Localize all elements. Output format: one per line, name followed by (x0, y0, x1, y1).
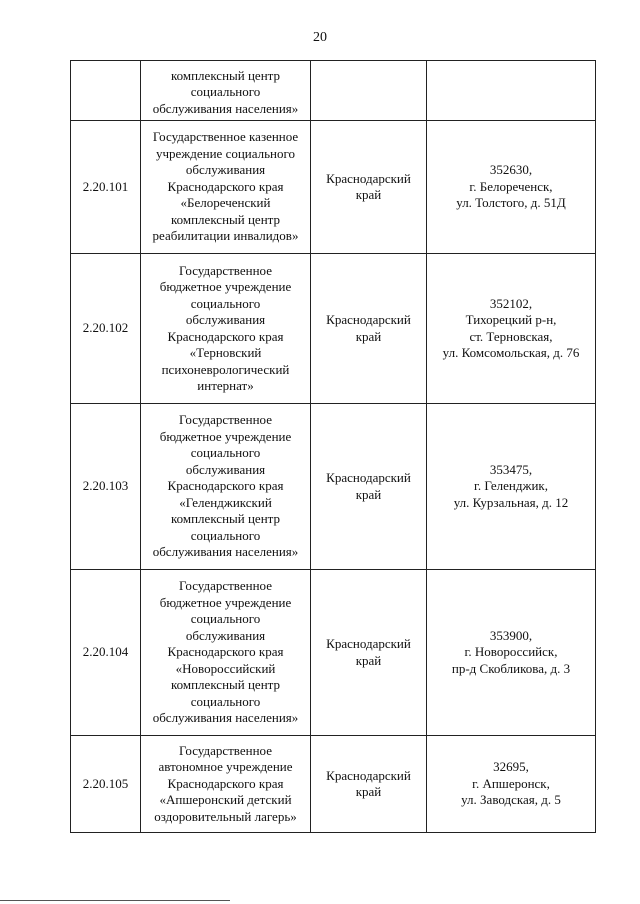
institution-name-line: обслуживания (185, 312, 266, 327)
region-line: Краснодарский (326, 312, 411, 327)
institution-name-line: автономное учреждение (158, 759, 293, 775)
institution-name-line: комплексный центр (170, 67, 281, 83)
address-line: г. Белореченск, (469, 178, 553, 194)
institution-name-line: «Геленджикский (179, 494, 272, 510)
address-line: пр-д Скобликова, д. 3 (451, 660, 571, 676)
institution-name-line: оздоровительный лагерь» (154, 808, 297, 824)
table-row (71, 570, 596, 736)
address-line: 352630, (489, 162, 533, 178)
institution-name-line: бюджетное учреждение (159, 428, 292, 444)
address-line: 32695, (493, 759, 529, 775)
address-line: 353900, (489, 627, 533, 643)
institution-name-line: Государственное (179, 578, 272, 594)
region-line: Краснодарский (326, 636, 411, 651)
region-line: край (355, 784, 382, 799)
row-number-cell: 2.20.102 (71, 254, 141, 404)
institution-name-line: «Апшеронский детский (159, 792, 292, 808)
institution-name-line: обслуживания населения» (152, 100, 299, 116)
institution-name-line: Государственное (179, 262, 272, 278)
institution-name-line: социального (190, 445, 261, 461)
row-number-cell: 2.20.101 (71, 121, 141, 254)
institution-name-line: социального (190, 527, 261, 543)
institution-name-line: обслуживания (185, 162, 266, 178)
region-line: край (355, 328, 382, 344)
institution-name-line: «Терновский (189, 345, 262, 360)
institution-name-line: комплексный центр (170, 677, 281, 693)
institution-name-line: обслуживания населения» (152, 544, 299, 560)
region-line: край (355, 187, 382, 202)
row-number-cell (71, 61, 141, 121)
region-line: Краснодарский (326, 170, 411, 186)
region-line: край (355, 652, 382, 668)
institution-name-line: Краснодарского края (167, 478, 284, 494)
address-cell (427, 61, 596, 121)
institution-name-line: социального (190, 84, 261, 99)
institution-name-cell (141, 736, 311, 833)
institution-name-line: Государственное казенное (152, 129, 299, 145)
institution-name-line: обслуживания (185, 627, 266, 643)
address-cell (427, 121, 596, 254)
institution-name-line: обслуживания (185, 461, 266, 477)
address-line: ст. Терновская, (469, 328, 553, 344)
address-cell (427, 570, 596, 736)
institution-name-line: психоневрологический (161, 361, 290, 377)
region-line: край (355, 486, 382, 502)
institution-name-line: Государственное (179, 742, 272, 758)
address-cell (427, 404, 596, 570)
region-line: Краснодарский (326, 767, 411, 783)
institution-name-cell (141, 404, 311, 570)
address-line: ул. Толстого, д. 51Д (456, 195, 566, 211)
institution-name-line: Краснодарского края (167, 328, 284, 344)
region-cell (311, 61, 427, 121)
institutions-table (70, 60, 596, 833)
address-line: 353475, (489, 461, 533, 477)
row-number-cell: 2.20.103 (71, 404, 141, 570)
address-line: г. Геленджик, (474, 478, 548, 494)
region-cell (311, 404, 427, 570)
address-line: г. Апшеронск, (472, 775, 550, 791)
bottom-rule (0, 900, 230, 901)
institution-name-line: комплексный центр (170, 511, 281, 527)
row-number-cell: 2.20.104 (71, 570, 141, 736)
institution-name-cell (141, 61, 311, 121)
address-line: Тихорецкий р-н, (465, 312, 557, 327)
row-number-cell: 2.20.105 (71, 736, 141, 833)
institution-name-line: социального (190, 611, 261, 627)
address-cell (427, 254, 596, 404)
institution-name-line: «Белореченский (180, 195, 271, 211)
institution-name-line: Государственное (179, 412, 272, 428)
table-row (71, 61, 596, 121)
address-line: ул. Комсомольская, д. 76 (442, 345, 580, 360)
table-row (71, 404, 596, 570)
table-row (71, 254, 596, 404)
institution-name-line: социального (190, 693, 261, 709)
address-line: г. Новороссийск, (464, 644, 558, 660)
table-row (71, 121, 596, 254)
region-cell (311, 254, 427, 404)
institution-name-line: комплексный центр (170, 211, 281, 227)
page-number: 20 (313, 30, 327, 45)
address-line: ул. Заводская, д. 5 (461, 792, 561, 808)
address-line: ул. Курзальная, д. 12 (453, 494, 569, 510)
institution-name-cell (141, 121, 311, 254)
institution-name-line: Краснодарского края (167, 644, 284, 660)
institution-name-line: социального (190, 295, 261, 311)
institution-name-line: Краснодарского края (167, 178, 284, 194)
institution-name-line: «Новороссийский (175, 660, 276, 676)
address-cell (427, 736, 596, 833)
region-cell (311, 570, 427, 736)
region-line: Краснодарский (326, 470, 411, 485)
address-line: 352102, (489, 295, 533, 311)
institution-name-line: реабилитации инвалидов» (152, 228, 299, 244)
institution-name-line: бюджетное учреждение (159, 594, 292, 610)
institution-name-line: интернат» (197, 378, 254, 393)
institution-name-line: учреждение социального (155, 145, 296, 161)
institution-name-line: бюджетное учреждение (159, 279, 292, 294)
table-row (71, 736, 596, 833)
region-cell (311, 736, 427, 833)
institution-name-line: обслуживания населения» (152, 710, 299, 726)
institution-name-cell (141, 570, 311, 736)
region-cell (311, 121, 427, 254)
institution-name-cell (141, 254, 311, 404)
institution-name-line: Краснодарского края (167, 775, 284, 791)
